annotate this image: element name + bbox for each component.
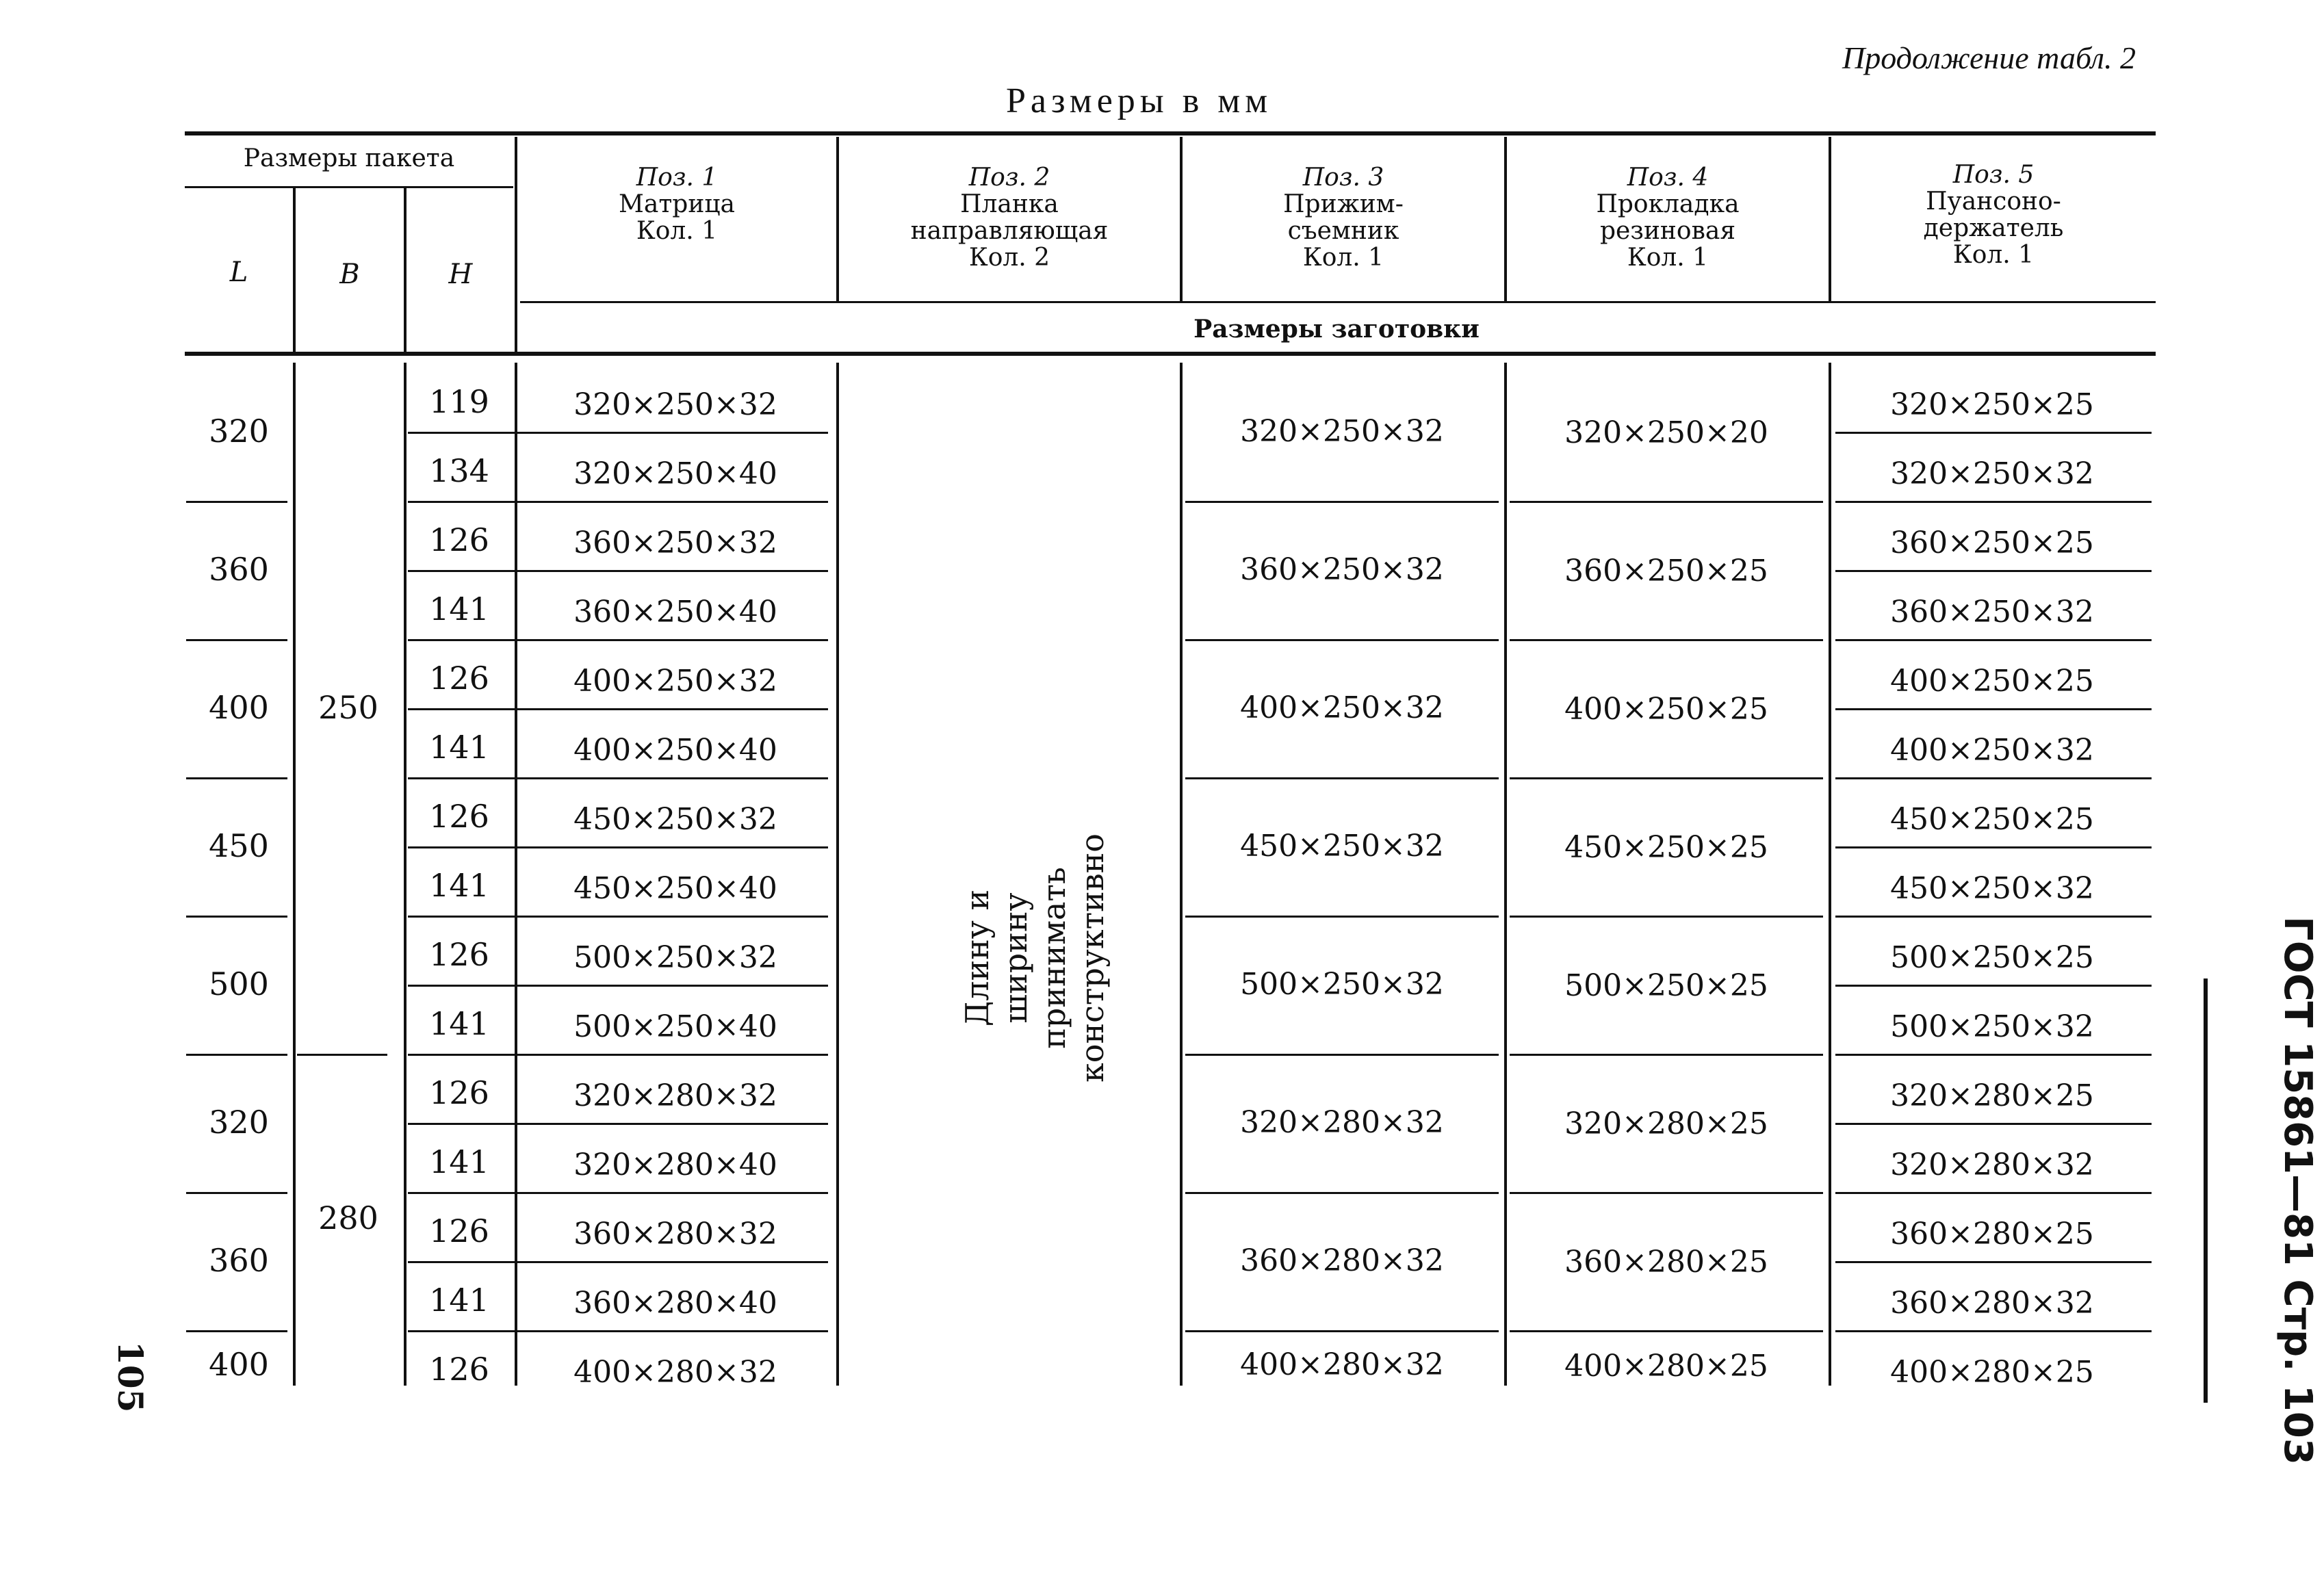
cell-H: 141: [429, 1282, 489, 1319]
cell-pos5: 320×250×25: [1890, 387, 2094, 422]
row-rule: [1835, 1054, 2152, 1056]
pos3-header: [1183, 164, 1504, 271]
pos1-name: Матрица: [619, 190, 735, 218]
cell-L: 500: [209, 965, 269, 1002]
continued-label: Продолжение табл. 2: [1842, 40, 2136, 75]
cell-pos3: 400×280×32: [1240, 1347, 1444, 1382]
cell-H: 134: [429, 452, 489, 489]
pos2-name2: направляющая: [910, 217, 1109, 245]
pos2-note: [958, 821, 1111, 1095]
cell-H: 126: [429, 660, 489, 697]
b-group-rule: [297, 1054, 387, 1056]
cell-pos1: 500×250×32: [573, 940, 777, 975]
cell-H: 141: [429, 729, 489, 766]
cell-L: 450: [209, 827, 269, 864]
cell-pos5: 320×250×32: [1890, 456, 2094, 491]
pos1-header: [517, 164, 836, 244]
pos3-pos: Поз. 3: [1302, 164, 1384, 192]
cell-pos5: 400×250×25: [1890, 664, 2094, 699]
pos5-name2: держатель: [1923, 214, 2064, 242]
cell-pos3: 360×250×32: [1240, 552, 1444, 587]
pos2-note-line2: принимать конструктивно: [1035, 833, 1111, 1082]
row-rule: [1835, 432, 2152, 434]
row-rule: [1835, 708, 2152, 710]
row-rule: [1835, 1261, 2152, 1263]
row-rule: [1835, 501, 2152, 503]
row-rule: [1835, 916, 2152, 918]
pos5-qty: Кол. 1: [1952, 241, 2035, 269]
group-rule: [1185, 1330, 1499, 1332]
cell-pos5: 400×250×32: [1890, 733, 2094, 768]
pos2-name1: Планка: [960, 190, 1059, 218]
cell-L: 400: [209, 689, 269, 726]
group-rule: [186, 501, 287, 503]
group-rule: [1185, 1192, 1499, 1194]
cell-H: 119: [429, 383, 489, 420]
cell-pos1: 320×280×40: [573, 1147, 777, 1182]
row-rule: [1835, 846, 2152, 848]
cell-pos1: 320×250×32: [573, 387, 777, 422]
cell-L: 360: [209, 551, 269, 588]
cell-pos1: 360×250×32: [573, 526, 777, 560]
group-rule: [1510, 1330, 1823, 1332]
cell-pos1: 450×250×32: [573, 802, 777, 837]
cell-L: 360: [209, 1242, 269, 1279]
row-rule: [1835, 570, 2152, 572]
row-rule: [408, 1054, 828, 1056]
row-rule: [1835, 1192, 2152, 1194]
cell-pos5: 320×280×32: [1890, 1147, 2094, 1182]
units-label: Размеры в мм: [1006, 81, 1273, 120]
cell-pos4: 500×250×25: [1564, 968, 1768, 1003]
row-rule: [1835, 639, 2152, 641]
row-rule: [408, 846, 828, 848]
col-divider: [1504, 363, 1507, 1386]
col-divider: [1180, 363, 1183, 1386]
group-rule: [186, 1054, 287, 1056]
cell-H: 126: [429, 1351, 489, 1388]
cell-pos4: 360×280×25: [1564, 1245, 1768, 1280]
group-rule: [1185, 639, 1499, 641]
group-rule: [1185, 777, 1499, 779]
header-L: L: [229, 257, 248, 288]
cell-H: 141: [429, 591, 489, 627]
package-label: Размеры пакета: [243, 144, 455, 172]
cell-B: 280: [318, 1199, 378, 1236]
group-rule: [1510, 639, 1823, 641]
cell-pos1: 360×280×40: [573, 1286, 777, 1321]
pos3-name2: съемник: [1287, 217, 1399, 245]
package-header-rule: [185, 186, 513, 188]
cell-pos3: 500×250×32: [1240, 967, 1444, 1002]
pos3-name1: Прижим-: [1283, 190, 1404, 218]
group-rule: [186, 916, 287, 918]
cell-pos1: 360×250×40: [573, 595, 777, 630]
cell-pos5: 360×280×32: [1890, 1286, 2094, 1321]
margin-bar: [2204, 978, 2208, 1403]
cell-pos3: 320×250×32: [1240, 414, 1444, 449]
row-rule: [408, 777, 828, 779]
cell-pos5: 450×250×32: [1890, 871, 2094, 906]
group-rule: [1510, 916, 1823, 918]
standard-label: ГОСТ 15861—81 Стр. 103: [2275, 916, 2320, 1465]
cell-H: 141: [429, 1005, 489, 1042]
cell-pos4: 320×280×25: [1564, 1106, 1768, 1141]
cell-B: 250: [318, 689, 378, 726]
group-rule: [1510, 777, 1823, 779]
pos1-qty: Кол. 1: [636, 217, 718, 245]
cell-L: 320: [209, 413, 269, 450]
cell-pos3: 400×250×32: [1240, 690, 1444, 725]
header-bottom-rule: [185, 352, 2156, 356]
group-rule: [1510, 501, 1823, 503]
cell-pos5: 320×280×25: [1890, 1078, 2094, 1113]
pos4-name2: резиновая: [1599, 217, 1736, 245]
cell-pos1: 400×250×32: [573, 664, 777, 699]
row-rule: [1835, 985, 2152, 987]
cell-pos5: 360×280×25: [1890, 1217, 2094, 1252]
pos4-qty: Кол. 1: [1627, 244, 1709, 272]
cell-H: 126: [429, 798, 489, 835]
cell-H: 126: [429, 1213, 489, 1249]
cell-pos5: 360×250×25: [1890, 526, 2094, 560]
cell-L: 400: [209, 1345, 269, 1383]
row-rule: [408, 432, 828, 434]
group-rule: [186, 639, 287, 641]
cell-pos4: 450×250×25: [1564, 830, 1768, 865]
group-rule: [186, 1330, 287, 1332]
cell-H: 126: [429, 1074, 489, 1111]
header-H: H: [448, 259, 473, 290]
row-rule: [408, 1192, 828, 1194]
cell-H: 126: [429, 936, 489, 973]
group-rule: [1510, 1192, 1823, 1194]
cell-H: 126: [429, 521, 489, 558]
pos5-pos: Поз. 5: [1952, 161, 2035, 189]
cell-pos1: 500×250×40: [573, 1009, 777, 1044]
pos2-pos: Поз. 2: [968, 164, 1050, 192]
cell-pos3: 320×280×32: [1240, 1105, 1444, 1140]
pos4-name1: Прокладка: [1596, 190, 1740, 218]
row-rule: [408, 916, 828, 918]
pos2-qty: Кол. 2: [968, 244, 1050, 272]
row-rule: [408, 570, 828, 572]
pos1-pos: Поз. 1: [636, 164, 718, 192]
row-rule: [408, 1123, 828, 1125]
group-rule: [1185, 501, 1499, 503]
group-rule: [1510, 1054, 1823, 1056]
cell-pos3: 450×250×32: [1240, 829, 1444, 864]
cell-pos1: 400×250×40: [573, 733, 777, 768]
row-rule: [408, 708, 828, 710]
pos4-header: [1507, 164, 1829, 271]
blank-header-rule: [520, 301, 2156, 303]
table-top-rule: [185, 131, 2156, 135]
cell-pos1: 400×280×32: [573, 1355, 777, 1390]
group-rule: [1185, 916, 1499, 918]
cell-H: 141: [429, 1143, 489, 1180]
cell-pos3: 360×280×32: [1240, 1243, 1444, 1278]
cell-pos1: 360×280×32: [573, 1217, 777, 1252]
row-rule: [1835, 777, 2152, 779]
col-divider: [836, 363, 839, 1386]
pos4-pos: Поз. 4: [1627, 164, 1709, 192]
cell-H: 141: [429, 867, 489, 904]
cell-pos5: 500×250×25: [1890, 940, 2094, 975]
row-rule: [1835, 1123, 2152, 1125]
row-rule: [408, 1261, 828, 1263]
pos2-note-line1: Длину и ширину: [959, 889, 1034, 1027]
row-rule: [408, 639, 828, 641]
blank-size-label: Размеры заготовки: [1193, 315, 1480, 343]
cell-pos1: 320×250×40: [573, 456, 777, 491]
page-number: 105: [110, 1341, 151, 1413]
pos3-qty: Кол. 1: [1302, 244, 1384, 272]
group-rule: [186, 1192, 287, 1194]
row-rule: [1835, 1330, 2152, 1332]
header-B: B: [339, 259, 360, 290]
cell-pos5: 500×250×32: [1890, 1009, 2094, 1044]
cell-pos5: 450×250×25: [1890, 802, 2094, 837]
row-rule: [408, 501, 828, 503]
group-rule: [186, 777, 287, 779]
pos5-name1: Пуансоно-: [1926, 187, 2061, 216]
group-rule: [1185, 1054, 1499, 1056]
cell-pos1: 450×250×40: [573, 871, 777, 906]
cell-pos4: 400×280×25: [1564, 1348, 1768, 1384]
row-rule: [408, 1330, 828, 1332]
cell-pos1: 320×280×32: [573, 1078, 777, 1113]
cell-pos4: 320×250×20: [1564, 415, 1768, 450]
pos2-header: [839, 164, 1180, 271]
cell-pos4: 400×250×25: [1564, 692, 1768, 727]
cell-L: 320: [209, 1104, 269, 1141]
cell-pos4: 360×250×25: [1564, 554, 1768, 588]
cell-pos5: 400×280×25: [1890, 1355, 2094, 1390]
pos5-header: [1831, 161, 2156, 268]
cell-pos5: 360×250×32: [1890, 595, 2094, 630]
row-rule: [408, 985, 828, 987]
